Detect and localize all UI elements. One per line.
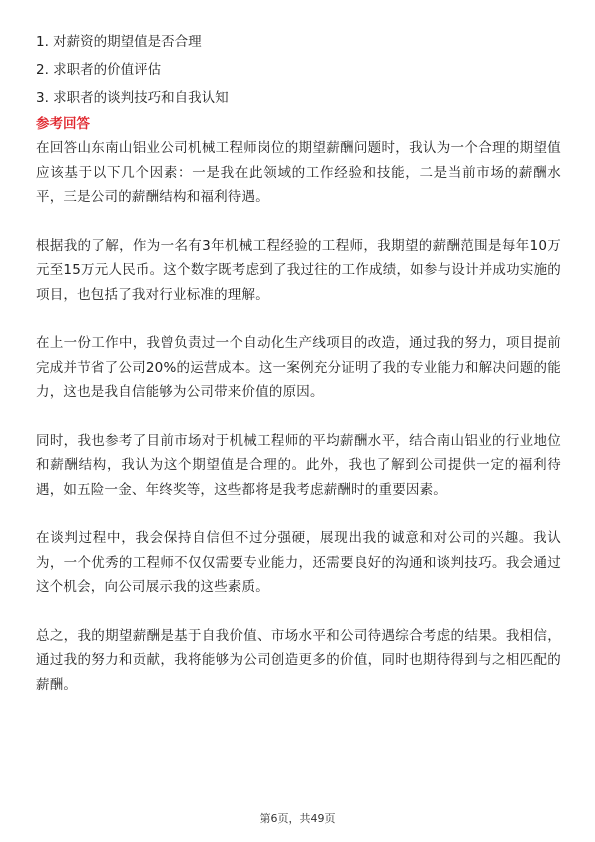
- answer-paragraph-2: 根据我的了解，作为一名有3年机械工程经验的工程师，我期望的薪酬范围是每年10万元至15万元人民币。这个数字既考虑到了我过往的工作成绩，如参与设计并成功实施的项目，也包括了我对行业标准的理解。: [36, 237, 561, 303]
- question-item-1: 1. 对薪资的期望值是否合理: [36, 34, 202, 50]
- answer-heading: 参考回答: [36, 116, 90, 132]
- question-item-3: 3. 求职者的谈判技巧和自我认知: [36, 90, 229, 106]
- document-page: [36, 28, 561, 721]
- answer-paragraph-3: 在上一份工作中，我曾负责过一个自动化生产线项目的改造，通过我的努力，项目提前完成并节省了公司20%的运营成本。这一案例充分证明了我的专业能力和解决问题的能力，这也是我自信能够为公司带来价值的原因。: [36, 335, 561, 400]
- page-number-footer: 第6页，共49页: [259, 812, 336, 825]
- answer-paragraph-4: 同时，我也参考了目前市场对于机械工程师的平均薪酬水平，结合南山铝业的行业地位和薪酬结构，我认为这个期望值是合理的。此外，我也了解到公司提供一定的福利待遇，如五险一金、年终奖等，这些都将是我考虑薪酬时的重要因素。: [36, 432, 561, 498]
- answer-paragraph-5: 在谈判过程中，我会保持自信但不过分强硬，展现出我的诚意和对公司的兴趣。我认为，一个优秀的工程师不仅仅需要专业能力，还需要良好的沟通和谈判技巧。我会通过这个机会，向公司展示我的这些素质。: [36, 530, 561, 595]
- answer-paragraph-1: 在回答山东南山铝业公司机械工程师岗位的期望薪酬问题时，我认为一个合理的期望值应该基于以下几个因素：一是我在此领域的工作经验和技能，二是当前市场的薪酬水平，三是公司的薪酬结构和福利待遇。: [36, 140, 561, 205]
- answer-paragraph-6: 总之，我的期望薪酬是基于自我价值、市场水平和公司待遇综合考虑的结果。我相信，通过我的努力和贡献，我将能够为公司创造更多的价值，同时也期待得到与之相匹配的薪酬。: [36, 627, 561, 693]
- question-item-2: 2. 求职者的价值评估: [36, 62, 162, 78]
